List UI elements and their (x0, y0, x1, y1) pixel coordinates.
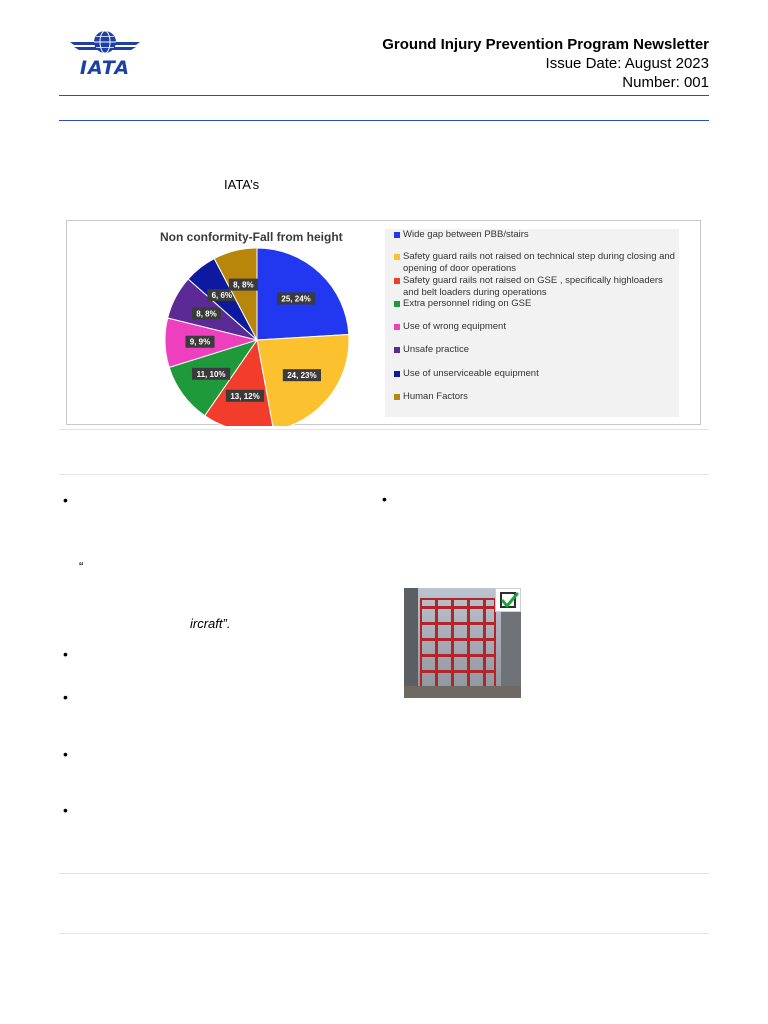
divider (59, 474, 709, 475)
bullet-marker: • (63, 646, 68, 662)
bullet-marker: • (63, 802, 68, 818)
legend-label: Safety guard rails not raised on GSE , specifically highloaders and belt loaders during operations (403, 275, 663, 298)
legend-label: Use of wrong equipment (403, 321, 506, 332)
iata-logo (66, 28, 144, 78)
issue-number: Number: 001 (622, 74, 709, 91)
data-label: 6, 6% (211, 291, 233, 301)
bullet-marker: • (382, 491, 387, 507)
legend-swatch (394, 394, 400, 400)
globe-wings-icon (66, 28, 144, 60)
legend-item (403, 321, 675, 333)
legend-swatch (394, 254, 400, 260)
legend-swatch (394, 324, 400, 330)
logo-text: IATA (79, 57, 131, 79)
bullet-marker: • (63, 746, 68, 762)
legend-item (403, 229, 675, 241)
legend-swatch (394, 347, 400, 353)
legend-item (403, 368, 675, 380)
legend-item (403, 275, 675, 298)
quote-open: “ (79, 559, 84, 574)
data-label: 11, 10% (196, 369, 226, 379)
data-label: 25, 24% (281, 294, 311, 304)
bullet-marker: • (63, 492, 68, 508)
checkbox-checked-icon (495, 588, 521, 612)
legend-label: Extra personnel riding on GSE (403, 298, 532, 309)
legend-item (403, 298, 675, 310)
legend-swatch (394, 232, 400, 238)
quote-end: ircraft”. (190, 616, 231, 631)
legend-swatch (394, 371, 400, 377)
legend-label: Wide gap between PBB/stairs (403, 229, 529, 240)
divider (59, 873, 709, 874)
legend-item (403, 344, 675, 356)
divider (59, 933, 709, 934)
section-divider (59, 120, 709, 121)
legend-item (403, 391, 675, 403)
pie-chart-frame (66, 220, 701, 425)
data-label: 9, 9% (189, 337, 211, 347)
legend-label: Human Factors (403, 391, 468, 402)
newsletter-header (382, 35, 709, 92)
data-label: 24, 23% (287, 371, 317, 381)
legend-label: Use of unserviceable equipment (403, 368, 539, 379)
issue-date: Issue Date: August 2023 (545, 55, 709, 72)
legend-label: Safety guard rails not raised on technical step during closing and opening of door operations (403, 251, 675, 274)
header-divider (59, 95, 709, 96)
data-label: 13, 12% (230, 391, 260, 401)
legend-label: Unsafe practice (403, 344, 470, 355)
bullet-marker: • (63, 689, 68, 705)
newsletter-title: Ground Injury Prevention Program Newsletter (382, 36, 709, 53)
divider (59, 429, 709, 430)
legend-swatch (394, 278, 400, 284)
chart-legend (385, 229, 679, 417)
data-label: 8, 8% (233, 280, 254, 290)
legend-swatch (394, 301, 400, 307)
chart-title: Non conformity-Fall from height (160, 230, 343, 244)
red-safety-net (420, 598, 496, 688)
data-label: 8, 8% (196, 309, 217, 319)
intro-text: IATA’s (224, 177, 260, 192)
legend-item (403, 251, 675, 274)
